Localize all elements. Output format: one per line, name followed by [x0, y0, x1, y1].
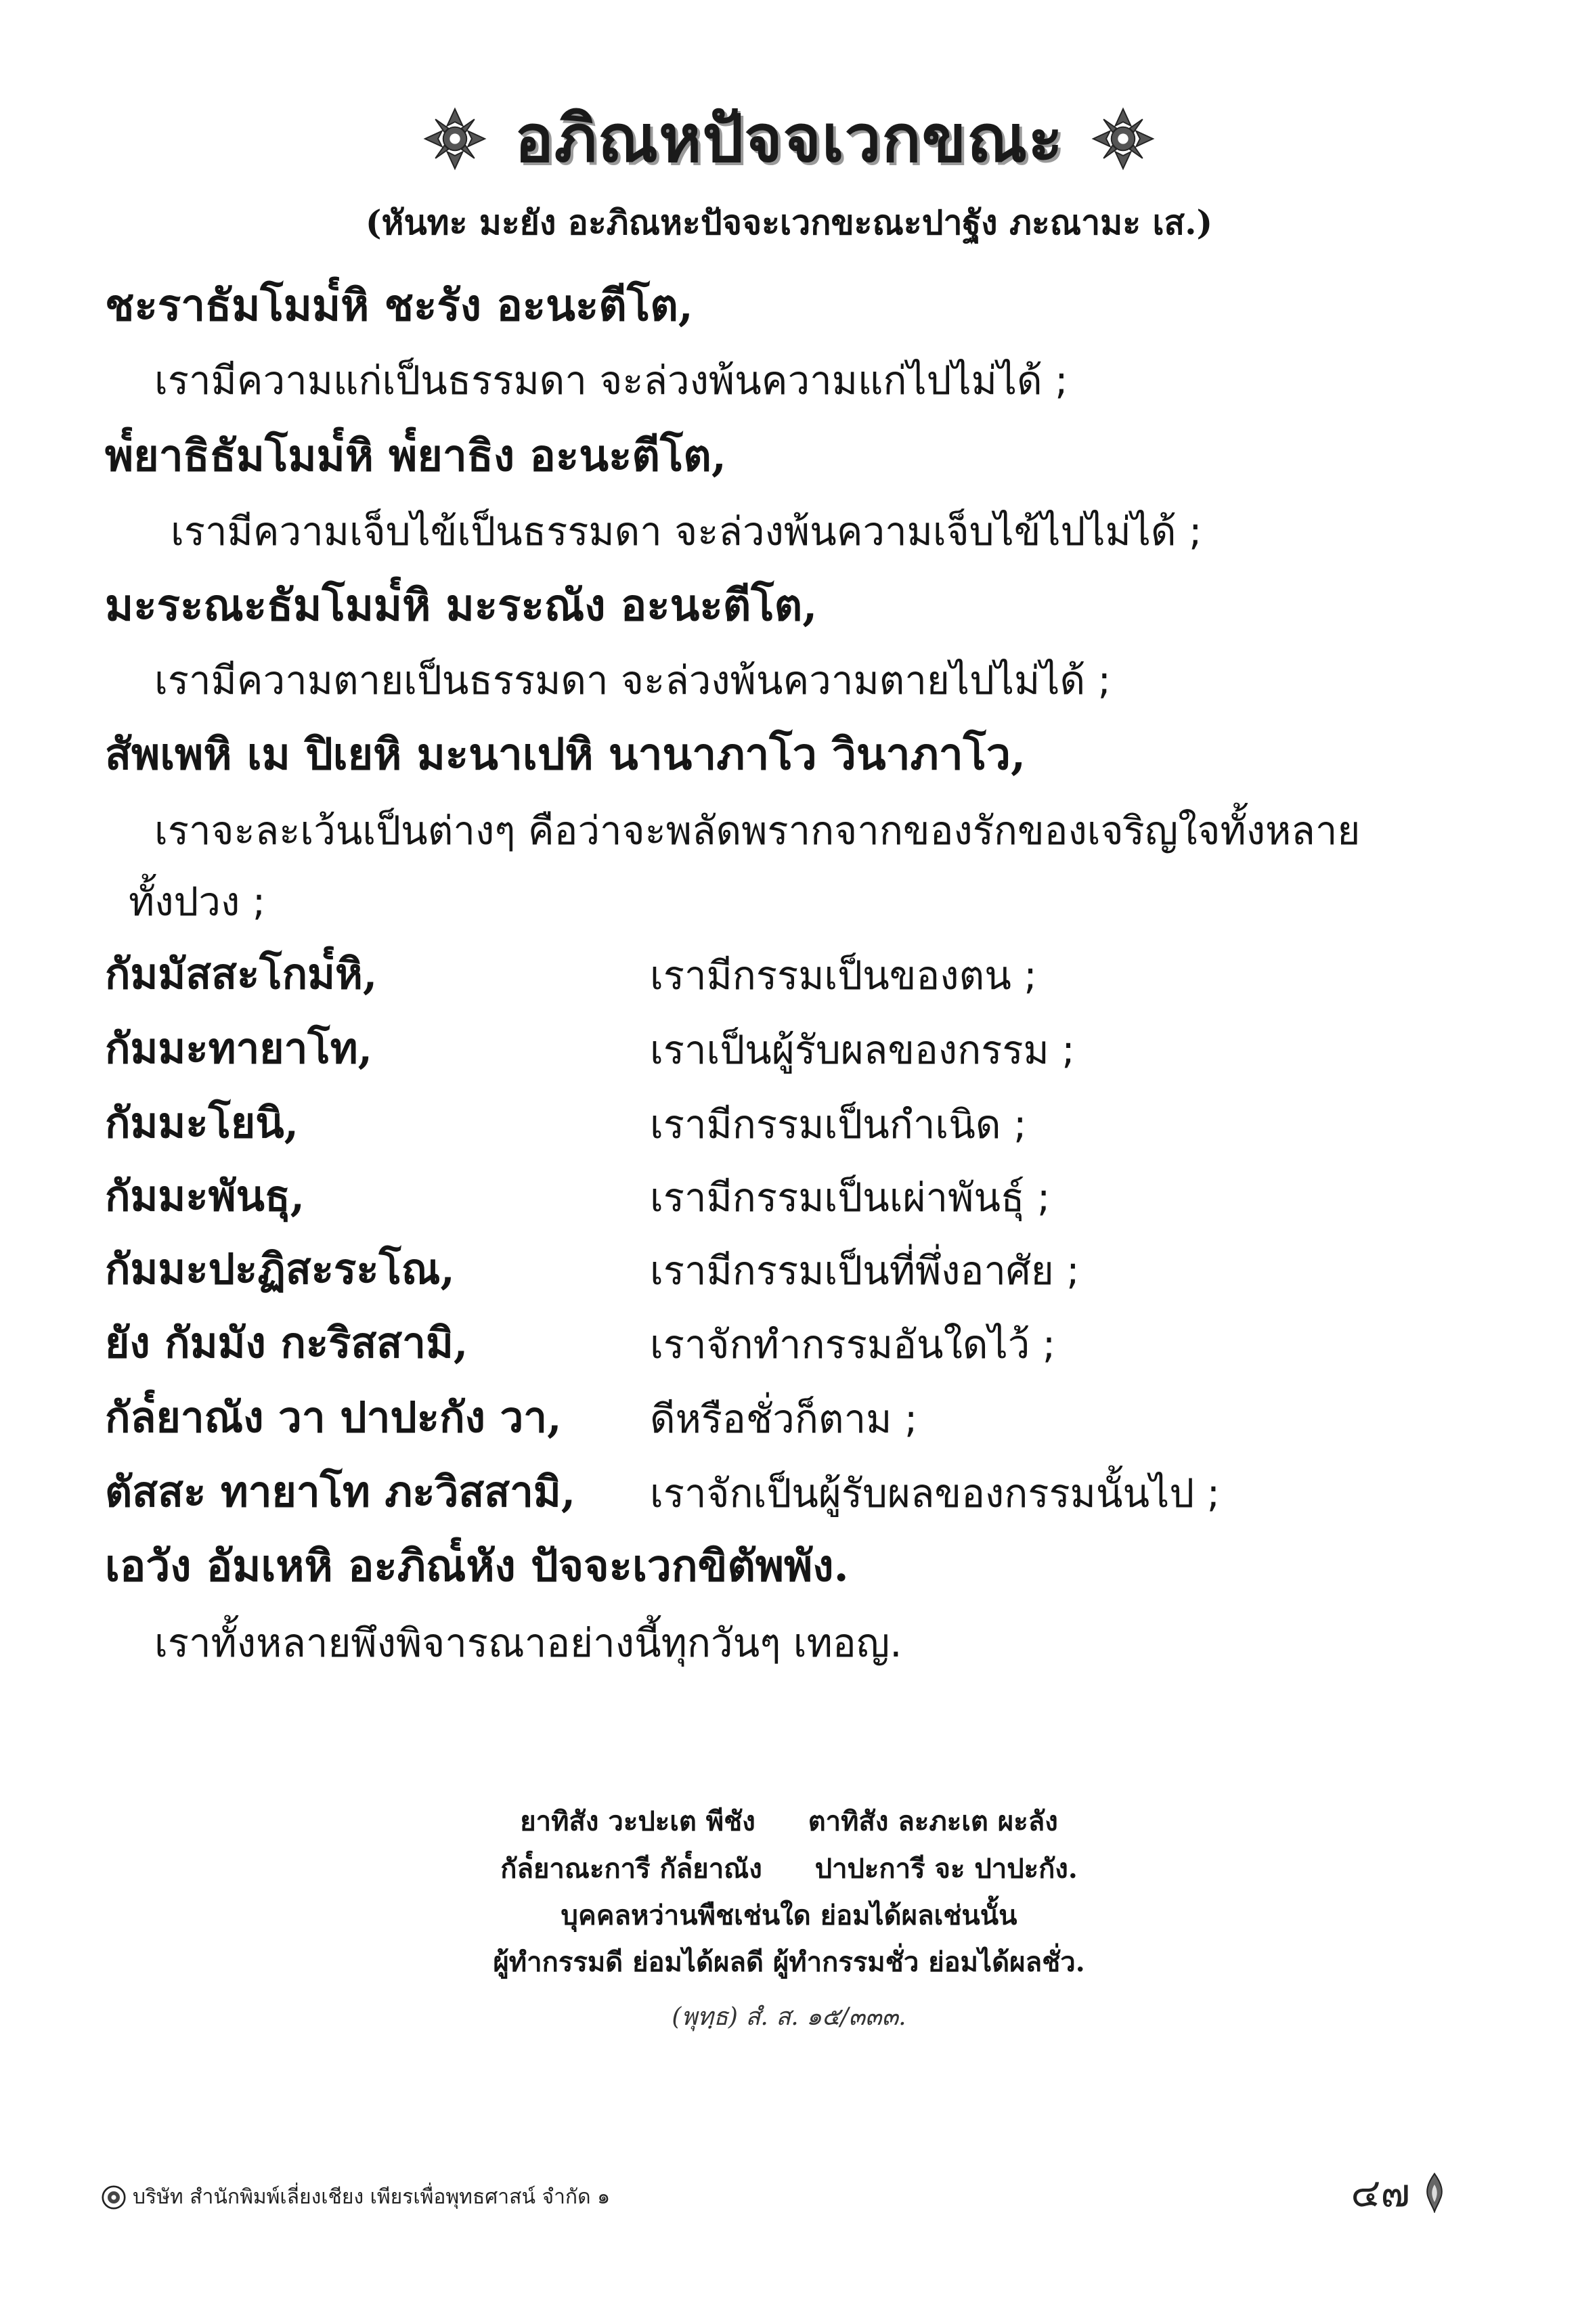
footer-verse-right: ตาทิสัง ละภะเต ผะลัง — [808, 1805, 1058, 1837]
karma-row — [105, 1090, 1527, 1158]
karma-pali: กัมมะปะฏิสะระโณ, — [105, 1244, 456, 1294]
footer-verse-right: ปาปะการี จะ ปาปะกัง. — [814, 1853, 1078, 1885]
karma-row — [105, 1236, 1527, 1304]
karma-pali: กัล๎ยาณัง วา ปาปะกัง วา, — [105, 1393, 562, 1442]
verse-pali: พ๎ยาธิธัมโมม๎หิ พ๎ยาธิง อะนะตีโต, — [105, 431, 727, 481]
chant-invitation: (หันทะ มะยัง อะภิณหะปัจจะเวกขะณะปาฐัง ภะณามะ เส.) — [365, 202, 1213, 242]
karma-pali: กัมมะพันธุ, — [105, 1171, 305, 1221]
verse-pali: มะระณะธัมโมม๎หิ มะระณัง อะนะตีโต, — [105, 580, 818, 631]
karma-translation: เรามีกรรมเป็นของตน ; — [650, 952, 1037, 999]
thai-ornament-icon — [1091, 106, 1156, 171]
karma-pali: ยัง กัมมัง กะริสสามิ, — [105, 1318, 468, 1367]
karma-row — [105, 1384, 1527, 1452]
citation: (พุทฺธ) สํ. ส. ๑๕/๓๓๓. — [672, 2003, 906, 2031]
karma-translation: เราจักทำกรรมอันใดไว้ ; — [650, 1321, 1056, 1367]
title-row — [0, 88, 1578, 190]
karma-pali: กัมมะโยนิ, — [105, 1098, 299, 1147]
publisher-line — [102, 2181, 610, 2213]
verse-translation: เรามีความเจ็บไข้เป็นธรรมดา จะล่วงพ้นความเจ็บไข้ไปไม่ได้ ; — [171, 508, 1202, 554]
karma-row — [105, 1459, 1527, 1527]
verse-pali: สัพเพหิ เม ปิเยหิ มะนาเปหิ นานาภาโว วินาภาโว, — [105, 729, 1026, 780]
karma-translation: เรามีกรรมเป็นที่พึ่งอาศัย ; — [650, 1248, 1080, 1294]
verse-translation-continued: ทั้งปวง ; — [129, 879, 266, 925]
publisher-logo-icon — [102, 2185, 126, 2210]
verse-translation: เรามีความตายเป็นธรรมดา จะล่วงพ้นความตายไปไม่ได้ ; — [154, 657, 1112, 703]
page-number — [1351, 2161, 1449, 2224]
karma-pali: กัมมะทายาโท, — [105, 1024, 373, 1073]
closing-translation: เราทั้งหลายพึงพิจารณาอย่างนี้ทุกวันๆ เทอญ. — [154, 1620, 902, 1666]
karma-row — [105, 1015, 1527, 1083]
karma-row — [105, 1163, 1527, 1231]
karma-pali: ตัสสะ ทายาโท ภะวิสสามิ, — [105, 1467, 576, 1516]
karma-translation: เราเป็นผู้รับผลของกรรม ; — [650, 1027, 1075, 1073]
page-number-text: ๔๗ — [1351, 2170, 1410, 2216]
karma-row — [105, 1310, 1527, 1378]
footer-verse-line — [0, 1847, 1578, 1890]
publisher-name: บริษัท สำนักพิมพ์เลี่ยงเชียง เพียรเพื่อพุทธศาสน์ จำกัด ๑ — [133, 2185, 611, 2209]
footer-verse-translation: ผู้ทำกรรมดี ย่อมได้ผลดี ผู้ทำกรรมชั่ว ย่อมได้ผลชั่ว. — [493, 1946, 1085, 1978]
karma-translation: เราจักเป็นผู้รับผลของกรรมนั้นไป ; — [650, 1470, 1221, 1516]
karma-pali: กัมมัสสะโกม๎หิ, — [105, 949, 378, 999]
footer-verse-line — [0, 1799, 1578, 1843]
page-title: อภิณหปัจจเวกขณะ — [514, 101, 1064, 177]
verse-translation: เราจะละเว้นเป็นต่างๆ คือว่าจะพลัดพรากจากของรักของเจริญใจทั้งหลาย — [154, 808, 1361, 854]
footer-verse-left: กัล๎ยาณะการี กัล๎ยาณัง — [500, 1853, 762, 1885]
karma-row — [105, 941, 1527, 1009]
verse-pali: ชะราธัมโมม๎หิ ชะรัง อะนะตีโต, — [105, 280, 694, 331]
karma-translation: เรามีกรรมเป็นเผ่าพันธุ์ ; — [650, 1175, 1051, 1221]
thai-ornament-icon — [422, 106, 487, 171]
closing-pali: เอวัง อัมเหหิ อะภิณ๎หัง ปัจจะเวกขิตัพพัง. — [105, 1541, 849, 1592]
karma-translation: เรามีกรรมเป็นกำเนิด ; — [650, 1101, 1027, 1147]
karma-translation: ดีหรือชั่วก็ตาม ; — [650, 1396, 918, 1442]
footer-verse-translation: บุคคลหว่านพืชเช่นใด ย่อมได้ผลเช่นนั้น — [561, 1900, 1017, 1931]
verse-translation: เรามีความแก่เป็นธรรมดา จะล่วงพ้นความแก่ไปไม่ได้ ; — [154, 357, 1068, 403]
flame-ornament-icon — [1420, 2172, 1449, 2213]
footer-verse-left: ยาทิสัง วะปะเต พีชัง — [520, 1805, 755, 1837]
